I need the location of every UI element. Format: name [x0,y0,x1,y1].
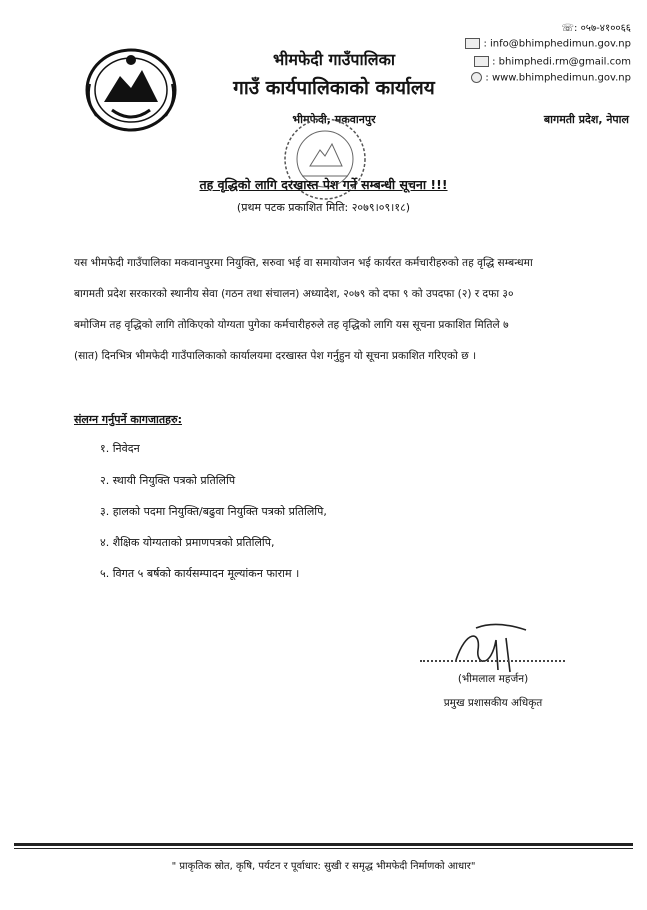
email-gmail-text: : bhimphedi.rm@gmail.com [492,56,631,68]
office-name-line1: भीमफेदी गाउँपालिका [272,50,396,69]
footer-divider [14,843,633,846]
signatory-title: प्रमुख प्रशासकीय अधिकृत [443,697,543,709]
publication-date: (प्रथम पटक प्रकाशित मिति: २०७९।०९।१८) [236,201,411,214]
province-label: बागमती प्रदेश, नेपाल [543,113,629,126]
website-text: : www.bhimphedimun.gov.np [485,72,631,84]
notice-body-line: बमोजिम तह वृद्धिको लागि तोकिएको योग्यता पुगेका कर्मचारीहरुले तह वृद्धिको लागि यस सूचना प्रकाशित मितिले ७ [74,319,509,331]
signatory-name: (भीमलाल महर्जन) [457,673,529,685]
email-gmail [474,56,631,68]
notice-subject: तह वृद्धिको लागि दरखास्त पेश गर्ने सम्बन्धी सूचना !!! [199,177,448,192]
office-name-line2: गाउँ कार्यपालिकाको कार्यालय [233,77,435,99]
footer-motto: " प्राकृतिक स्रोत, कृषि, पर्यटन र पूर्वाधार: सुखी र समृद्ध भीमफेदी निर्माणको आधार" [171,861,476,872]
attachment-item: ४. शैक्षिक योग्यताको प्रमाणपत्रको प्रतिलिपि, [100,536,275,549]
nepal-emblem-icon [82,40,180,134]
signature-line [420,660,565,662]
globe-icon [471,72,482,83]
email-official [465,38,631,50]
website [471,72,631,84]
phone-number: ☏: ०५७-४१००६६ [561,23,631,34]
email-icon [465,38,480,49]
email-icon [474,56,489,67]
attachment-item: २. स्थायी नियुक्ति पत्रको प्रतिलिपि [100,474,236,487]
attachment-item: ३. हालको पदमा नियुक्ति/बढुवा नियुक्ति पत्रको प्रतिलिपि, [100,505,327,518]
email-official-text: : info@bhimphedimun.gov.np [483,38,631,50]
attachments-heading: संलग्न गर्नुपर्ने कागजातहरु: [74,413,182,426]
office-address: भीमफेदी, मकवानपुर [292,113,376,126]
attachment-item: १. निवेदन [100,442,140,455]
attachment-item: ५. विगत ५ बर्षको कार्यसम्पादन मूल्यांकन फाराम । [100,567,300,580]
notice-body-line: यस भीमफेदी गाउँपालिका मकवानपुरमा नियुक्ति, सरुवा भई वा समायोजन भई कार्यरत कर्मचारीहरुको तह वृद्धि सम्बन्धमा [74,257,533,269]
notice-body-line: (सात) दिनभित्र भीमफेदी गाउँपालिकाको कार्यालयमा दरखास्त पेश गर्नुहुन यो सूचना प्रकाशित गरिएको छ । [74,350,477,362]
notice-body-line: बागमती प्रदेश सरकारको स्थानीय सेवा (गठन तथा संचालन) अध्यादेश, २०७९ को दफा ९ को उपदफा (२) र दफा ३० [74,288,514,300]
footer-divider-thin [14,848,633,849]
